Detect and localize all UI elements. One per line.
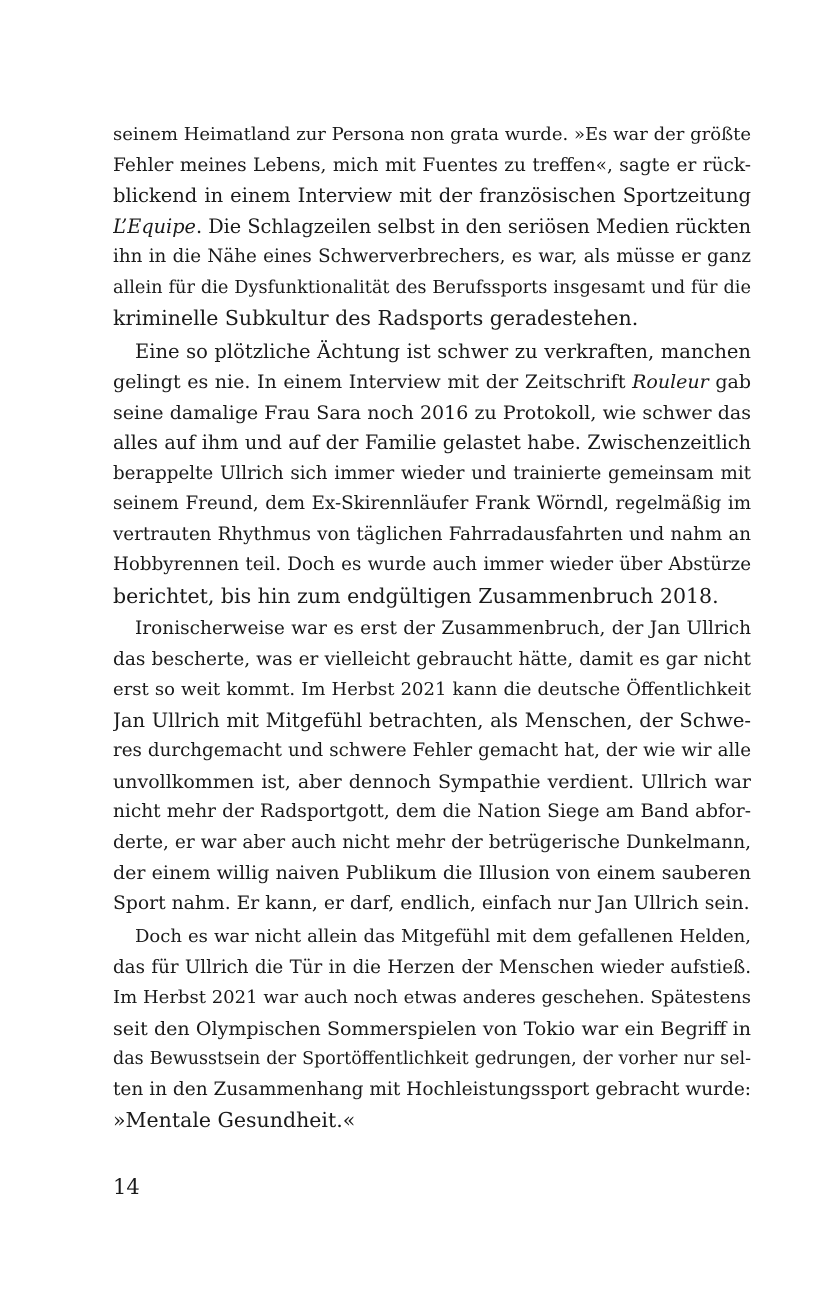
text-span: . Die Schlagzeilen selbst in den seriösen Medien rückten (195, 214, 751, 238)
text-line: nicht mehr der Radsportgott, dem die Nation Siege am Band abfor- (113, 801, 751, 822)
text-line: kriminelle Subkultur des Radsports geradestehen. (113, 306, 639, 330)
text-line: das bescherte, was er vielleicht gebraucht hätte, damit es gar nicht (113, 648, 751, 670)
text-line: das für Ullrich die Tür in die Herzen der Menschen wieder aufstieß. (113, 956, 751, 978)
text-line: alles auf ihm und auf der Familie gelastet habe. Zwischenzeitlich (113, 431, 751, 454)
paragraph (113, 614, 751, 919)
text-line: seinem Heimatland zur Persona non grata wurde. »Es war der größte (113, 124, 751, 145)
page-number: 14 (113, 1175, 140, 1199)
text-line: berappelte Ullrich sich immer wieder und trainierte gemeinsam mit (113, 462, 751, 484)
text-line: der einem willig naiven Publikum die Illusion von einem sauberen (113, 862, 751, 884)
text-line: res durchgemacht und schwere Fehler gemacht hat, der wie wir alle (113, 740, 751, 761)
text-line: blickend in einem Interview mit der französischen Sportzeitung (113, 184, 751, 207)
text-span: gab (708, 371, 751, 393)
text-line: »Mentale Gesundheit.« (113, 1108, 356, 1132)
text-line: unvollkommen ist, aber dennoch Sympathie verdient. Ullrich war (113, 770, 751, 793)
text-line: ten in den Zusammenhang mit Hochleistungssport gebracht wurde: (113, 1078, 751, 1100)
text-line: seine damalige Frau Sara noch 2016 zu Protokoll, wie schwer das (113, 401, 751, 424)
text-line: Ironischerweise war es erst der Zusammenbruch, der Jan Ullrich (135, 618, 751, 639)
text-span: gelingt es nie. In einem Interview mit der Zeitschrift (113, 371, 633, 393)
text-line: ihn in die Nähe eines Schwerverbrechers, es war, als müsse er ganz (113, 246, 751, 267)
text-line: Im Herbst 2021 war auch noch etwas anderes geschehen. Spätestens (113, 987, 751, 1008)
body-text (113, 120, 751, 1136)
italic-title: Rouleur (632, 371, 709, 393)
text-line: Doch es war nicht allein das Mitgefühl mit dem gefallenen Helden, (135, 926, 751, 947)
paragraph (113, 922, 751, 1136)
text-line: Jan Ullrich mit Mitgefühl betrachten, als Menschen, der Schwe- (113, 708, 751, 732)
text-line (113, 212, 751, 243)
text-line: vertrauten Rhythmus von täglichen Fahrradausfahrten und nahm an (113, 523, 751, 545)
text-line: erst so weit kommt. Im Herbst 2021 kann die deutsche Öffentlichkeit (113, 679, 751, 700)
text-line (113, 367, 751, 398)
text-line: seinem Freund, dem Ex-Skirennläufer Frank Wörndl, regelmäßig im (113, 493, 751, 514)
italic-title: L’Equipe (113, 214, 196, 238)
text-line: das Bewusstsein der Sportöffentlichkeit gedrungen, der vorher nur sel- (113, 1049, 751, 1069)
text-line: Hobbyrennen teil. Doch es wurde auch immer wieder über Abstürze (113, 554, 751, 575)
text-line: Fehler meines Lebens, mich mit Fuentes zu treffen«, sagte er rück- (113, 154, 751, 176)
paragraph (113, 120, 751, 334)
text-line: allein für die Dysfunktionalität des Berufssports insgesamt und für die (113, 277, 751, 298)
text-line: seit den Olympischen Sommerspielen von Tokio war ein Begriff in (113, 1017, 751, 1040)
paragraph (113, 337, 751, 612)
text-line: berichtet, bis hin zum endgültigen Zusammenbruch 2018. (113, 583, 719, 608)
text-line: Eine so plötzliche Ächtung ist schwer zu verkraften, manchen (135, 339, 751, 363)
text-line: Sport nahm. Er kann, er darf, endlich, einfach nur Jan Ullrich sein. (113, 892, 750, 914)
text-line: derte, er war aber auch nicht mehr der betrügerische Dunkelmann, (113, 831, 751, 853)
